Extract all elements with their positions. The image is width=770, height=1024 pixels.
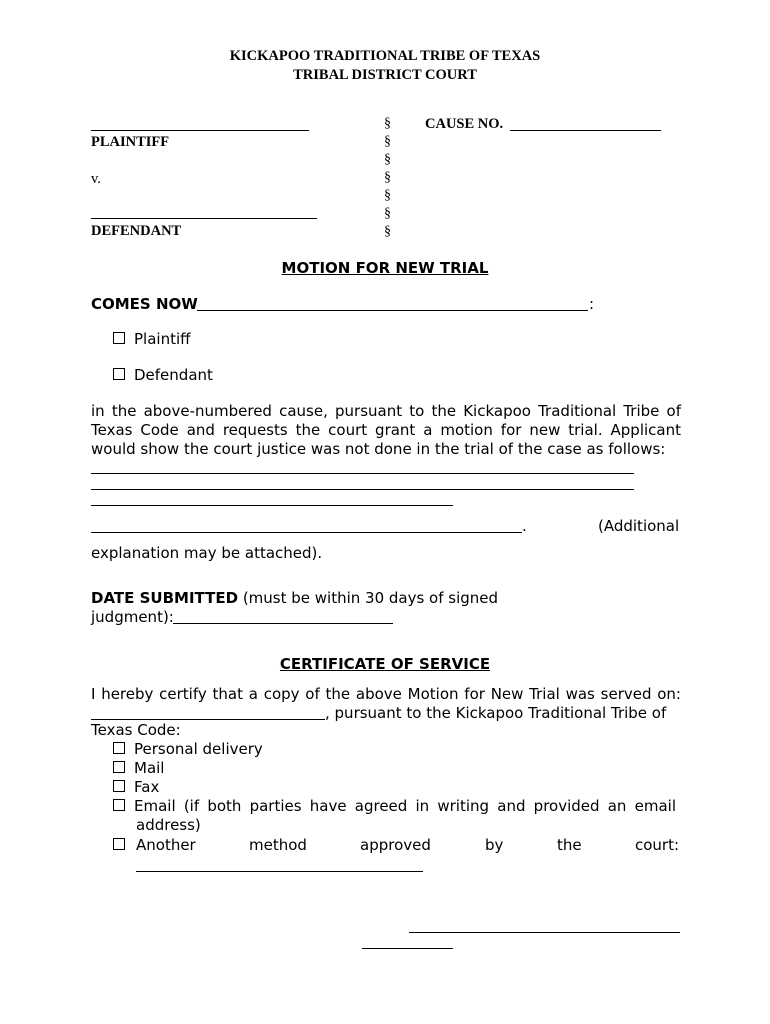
method-email[interactable] — [113, 797, 681, 815]
checkbox-icon[interactable] — [113, 838, 125, 850]
section-mark: § — [384, 188, 391, 203]
method-other-word: by — [485, 836, 504, 854]
comes-now-label: COMES NOW — [91, 295, 198, 313]
method-mail[interactable] — [113, 759, 164, 777]
plaintiff-name-line[interactable] — [91, 130, 309, 131]
checkbox-icon[interactable] — [113, 368, 125, 380]
court-division: TRIBAL DISTRICT COURT — [293, 67, 477, 83]
date-submitted-row — [91, 589, 498, 607]
section-mark: § — [384, 116, 391, 131]
reason-line[interactable] — [91, 505, 453, 506]
other-method-line[interactable] — [136, 871, 423, 872]
checkbox-icon[interactable] — [113, 780, 125, 792]
certificate-title: CERTIFICATE OF SERVICE — [279, 655, 491, 673]
method-other-word: approved — [360, 836, 431, 854]
option-defendant-label: Defendant — [134, 366, 213, 384]
method-personal[interactable] — [113, 740, 263, 758]
defendant-label: DEFENDANT — [91, 223, 182, 239]
motion-body: in the above-numbered cause, pursuant to the Kickapoo Traditional Tribe of Texas Code and requests the court grant a motion for new trial. Applicant would show the court justice was not done in the trial of the case as follows: — [91, 402, 681, 458]
cause-number-label: CAUSE NO. — [425, 116, 504, 132]
option-defendant[interactable] — [113, 366, 213, 384]
motion-title: MOTION FOR NEW TRIAL — [281, 259, 489, 277]
method-label: Personal delivery — [134, 740, 263, 758]
checkbox-icon[interactable] — [113, 799, 125, 811]
method-label: Email (if both parties have agreed in writing and provided an email — [134, 797, 676, 815]
versus-label: v. — [91, 171, 101, 187]
additional-note: (Additional — [598, 517, 680, 535]
method-label: Fax — [134, 778, 160, 796]
defendant-name-line[interactable] — [91, 218, 317, 219]
method-other-word: method — [249, 836, 307, 854]
signature-line-cont[interactable] — [362, 948, 453, 949]
method-other-word: Another — [136, 836, 196, 854]
certificate-line-2: , pursuant to the Kickapoo Traditional Tribe of — [325, 704, 667, 722]
section-mark: § — [384, 206, 391, 221]
option-plaintiff[interactable] — [113, 330, 190, 348]
method-email-cont: address) — [136, 816, 201, 834]
certificate-line-3: Texas Code: — [91, 721, 181, 739]
section-mark: § — [384, 152, 391, 167]
movant-name-line[interactable] — [197, 310, 588, 311]
reason-line[interactable] — [91, 489, 634, 490]
section-mark: § — [384, 170, 391, 185]
reason-line[interactable] — [91, 473, 634, 474]
method-label: Mail — [134, 759, 165, 777]
section-mark: § — [384, 134, 391, 149]
certificate-line-1: I hereby certify that a copy of the above Motion for New Trial was served on: — [91, 685, 681, 703]
plaintiff-label: PLAINTIFF — [91, 134, 170, 150]
option-plaintiff-label: Plaintiff — [134, 330, 191, 348]
checkbox-icon[interactable] — [113, 742, 125, 754]
comes-now-colon: : — [589, 295, 595, 313]
court-name: KICKAPOO TRADITIONAL TRIBE OF TEXAS — [229, 48, 541, 64]
date-submitted-label: DATE SUBMITTED — [91, 589, 239, 607]
method-other-word: the — [557, 836, 582, 854]
service-date-line[interactable] — [91, 719, 325, 720]
date-submitted-note-cont: judgment): — [91, 608, 174, 626]
checkbox-icon[interactable] — [113, 761, 125, 773]
date-submitted-note: (must be within 30 days of signed — [242, 589, 499, 607]
cause-number-line[interactable] — [510, 130, 661, 131]
date-submitted-line[interactable] — [173, 623, 393, 624]
method-other-word: court: — [635, 836, 680, 854]
checkbox-icon[interactable] — [113, 332, 125, 344]
signature-line[interactable] — [409, 932, 680, 933]
reason-period: . — [522, 517, 527, 535]
method-fax[interactable] — [113, 778, 159, 796]
section-mark: § — [384, 224, 391, 239]
reason-line[interactable] — [91, 532, 522, 533]
additional-note-cont: explanation may be attached). — [91, 544, 323, 562]
